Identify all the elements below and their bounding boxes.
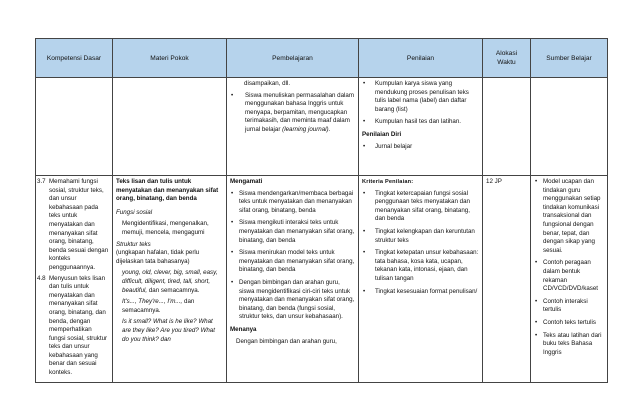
example-suffix: dan semacamnya. xyxy=(122,298,195,314)
header-pembelajaran: Pembelajaran xyxy=(227,39,359,78)
materi-cell xyxy=(113,176,227,383)
struktur-text: (ungkapan hafalan, tidak perlu dijelaskan tata bahasanya) xyxy=(116,249,200,265)
kd-item xyxy=(37,178,109,273)
bullet-italic: (learning journal). xyxy=(282,125,331,133)
header-kompetensi: Kompetensi Dasar xyxy=(36,39,113,78)
pembelajaran-cell xyxy=(227,176,359,383)
list-item: • Tingkat kelengkapan dan keruntutan struktur teks xyxy=(371,228,479,245)
penilaian-cell xyxy=(359,78,483,176)
penilaian-diri-title: Penilaian Diri xyxy=(362,130,402,138)
materi-cell xyxy=(113,78,227,176)
fungsi-label: Fungsi sosial xyxy=(116,208,153,216)
sumber-cell xyxy=(531,176,608,383)
list-item: • Dengan bimbingan dan arahan guru, siswa mengidentifikasi ciri-ciri teks untuk menyatakan dan menanyakan sifat orang, binatang, dan benda (fungsi sosial, struktur teks, dan unsur kebahasaan). xyxy=(239,279,355,322)
example-1 xyxy=(116,269,223,295)
menanya-text: Dengan bimbingan dan arahan guru, xyxy=(236,337,337,345)
kd-cell xyxy=(36,176,113,383)
list-item xyxy=(239,92,355,135)
list-item: • Contoh peragaan dalam bentuk rekaman CD/VCD/DVD/kaset xyxy=(543,259,604,293)
mengamati-title: Mengamati xyxy=(230,178,263,185)
sumber-list xyxy=(534,178,604,357)
syllabus-page xyxy=(35,38,607,418)
header-row xyxy=(36,39,608,78)
table-row xyxy=(36,176,608,383)
waktu-cell xyxy=(483,78,531,176)
pembelajaran-cell xyxy=(227,78,359,176)
header-penilaian: Penilaian xyxy=(359,39,483,78)
list-item: • Kumpulan karya siswa yang mendukung proses penulisan teks tulis label nama (label) dan daftar barang (list) xyxy=(371,80,479,114)
kd-text: Memahami fungsi sosial, struktur teks, dan unsur kebahasaan pada teks untuk menyatakan dan menanyakan sifat orang, binatang, benda sesuai dengan konteks penggunaannya. xyxy=(49,178,109,271)
list-item: • Tingkat ketercapaian fungsi sosial penggunaan teks menyatakan dan menanyakan sifat orang, binatang, dan benda xyxy=(371,190,479,224)
struktur-label: Struktur teks xyxy=(116,240,151,248)
list-item: • Model ucapan dan tindakan guru menggunakan setiap tindakan komunikasi transaksional dan fungsional dengan benar, tepat, dan dengan sikap yang sesuai. xyxy=(543,178,604,255)
kriteria-list xyxy=(362,190,479,297)
menanya-title: Menanya xyxy=(230,325,257,333)
header-materi: Materi Pokok xyxy=(113,39,227,78)
list-item: • Jurnal belajar xyxy=(371,143,479,152)
list-item: • Tingkat kesesuaian format penulisan/ xyxy=(371,288,479,297)
sumber-cell xyxy=(531,78,608,176)
syllabus-table xyxy=(35,38,608,383)
list-item: • Siswa mendengarkan/membaca berbagai teks untuk menyatakan dan menanyakan sifat orang, binatang, benda xyxy=(239,190,355,216)
example-text: It's..., They're..., I'm..., xyxy=(122,298,183,306)
example-suffix: dan semacamnya. xyxy=(147,286,200,294)
materi-title: Teks lisan dan tulis untuk menyatakan dan menanyakan sifat orang, binatang, dan benda xyxy=(116,178,219,203)
kd-number: 4.8 xyxy=(37,274,46,282)
penilaian-list xyxy=(362,80,479,127)
list-item: • Kumpulan hasil tes dan latihan. xyxy=(371,118,479,127)
waktu-cell: 12 JP xyxy=(483,176,531,383)
mengamati-list xyxy=(230,190,355,322)
header-alokasi: Alokasi Waktu xyxy=(483,39,531,78)
kd-cell xyxy=(36,78,113,176)
kd-text: Menyusun teks lisan dan tulis untuk menyatakan dan menanyakan sifat orang, binatang, dan benda, dengan memperhatikan fungsi sosial, struktur teks dan unsur kebahasaan yang benar dan sesuai konteks. xyxy=(49,274,108,377)
example-3: Is it small? What is he like? What are they like? Are you tired? What do you think? dan xyxy=(122,318,215,343)
bullet-text: Siswa menuliskan permasalahan dalam menggunakan bahasa Inggris untuk menyapa, berpamitan, mengucapkan terimakasih, dan meminta maaf dalam jurnal belajar xyxy=(245,91,355,133)
kd-number: 3.7 xyxy=(37,178,46,185)
fungsi-text: Mengidentifikasi, mengenalkan, memuji, mencela, mengagumi xyxy=(122,220,209,236)
list-item: • Contoh teks tertulis xyxy=(543,319,604,328)
example-text: young, old, clever, big, small, easy, difficult, diligent, tired, tall, short, beautiful, xyxy=(122,269,218,294)
penilaian-cell xyxy=(359,176,483,383)
kd-item xyxy=(37,275,109,378)
list-item: • Contoh interaksi tertulis xyxy=(543,298,604,315)
list-item: • Tingkat ketepatan unsur kebahasaan: tata bahasa, kosa kata, ucapan, tekanan kata, intonasi, ejaan, dan tulisan tangan xyxy=(371,249,479,283)
header-sumber: Sumber Belajar xyxy=(531,39,608,78)
list-item: • Teks atau latihan dari buku teks Bahasa Inggris xyxy=(543,332,604,358)
list-item: • Siswa menirukan model teks untuk menyatakan dan menanyakan sifat orang, binatang, dan benda xyxy=(239,249,355,275)
table-row xyxy=(36,78,608,176)
example-2 xyxy=(116,298,223,315)
diri-list xyxy=(362,143,479,152)
kd-list xyxy=(37,178,109,378)
pembelajaran-list xyxy=(230,92,355,135)
cont-text: disampaikan, dll. xyxy=(244,80,291,87)
kriteria-title: Kriteria Penilaian: xyxy=(362,179,414,185)
list-item: • Siswa mengikuti interaksi teks untuk menyatakan dan menanyakan sifat orang, binatang, dan benda xyxy=(239,219,355,245)
